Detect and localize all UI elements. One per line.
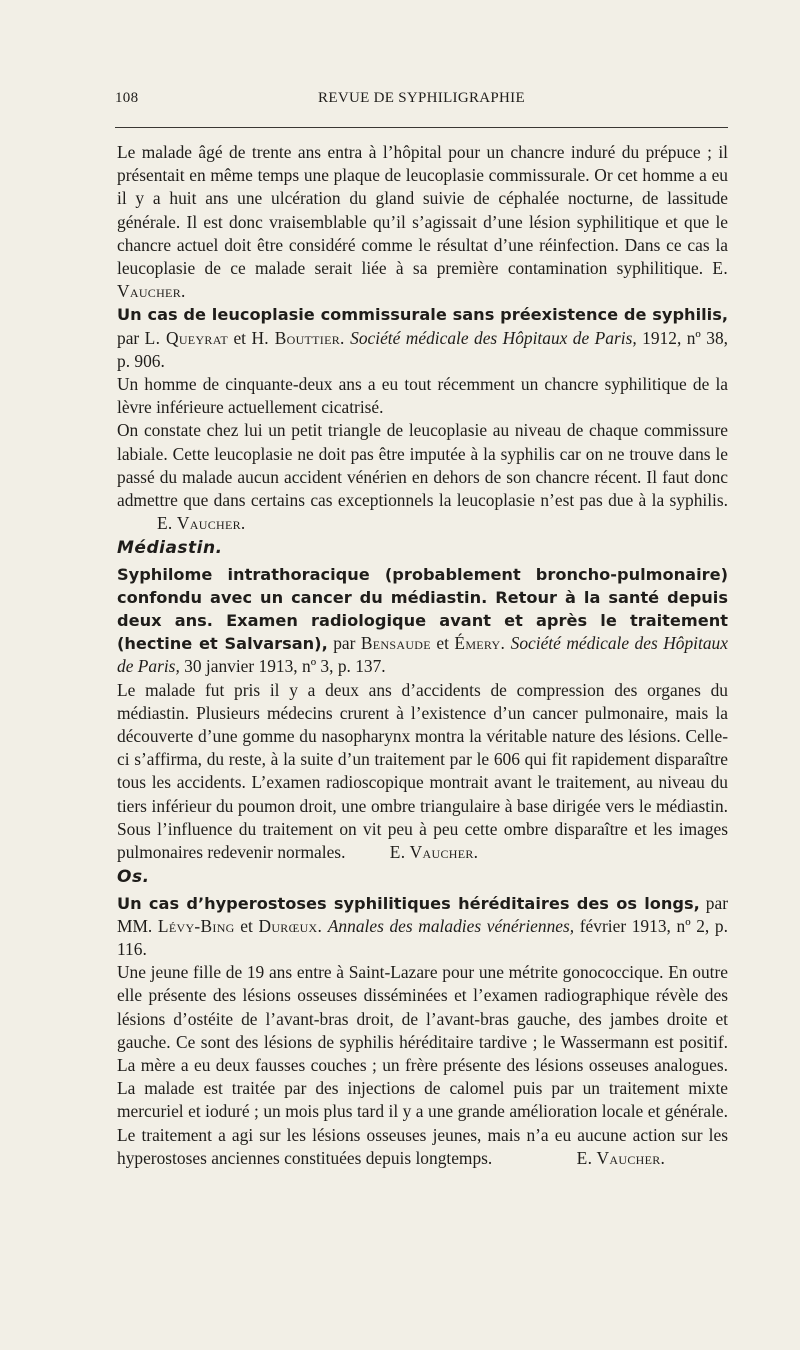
author: Émery.	[454, 633, 506, 654]
et-label: et	[436, 633, 449, 654]
entry-reference	[117, 303, 728, 373]
entry-hyperostoses	[117, 892, 728, 1170]
page-header	[115, 90, 728, 114]
citation-ref: 1912, nº 38, p. 906.	[117, 327, 728, 371]
author: Lévy-Bing	[157, 915, 235, 936]
signature: E. Vaucher.	[157, 513, 246, 534]
running-title: REVUE DE SYPHILIGRAPHIE	[318, 90, 525, 106]
paragraph	[117, 141, 728, 303]
entry-reference	[117, 563, 728, 679]
par-label: par	[117, 327, 140, 348]
entry-reference	[117, 892, 728, 962]
paragraph-text: Le malade fut pris il y a deux ans d’accidents de compression des organes du médiastin. Plusieurs médecins crurent à l’existence d’un cancer pulmonaire, mais la découverte d’une gomme du nasopharynx montra la véritable nature des lésions. Celle-ci s’affirma, du reste, à la suite d’un traitement par le 606 qui fit rapidement disparaître tous les accidents. L’examen radioscopique montrait avant le traitement, au niveau du tiers inférieur du poumon droit, une ombre triangulaire à base dirigée vers le médiastin. Sous l’influence du traitement on vit peu à peu cette ombre disparaître et les images pulmonaires redevenir normales.	[117, 679, 728, 863]
citation-ref: 30 janvier 1913, nº 3, p. 137.	[184, 656, 386, 677]
author: H. Bouttier.	[251, 327, 345, 348]
paragraph-text: On constate chez lui un petit triangle de leucoplasie au niveau de chaque commissure labiale. Cette leucoplasie ne doit pas être imputée à la syphilis car on ne trouve dans le passé du malade aucun accident vénérien en dehors de son chancre récent. Il faut donc admettre que dans certains cas exceptionnels la leucoplasie n’est pas due à la syphilis.	[117, 420, 728, 511]
citation-ref: février 1913, nº 2, p. 116.	[117, 915, 728, 959]
entry-syphilome	[117, 563, 728, 865]
et-label: et	[240, 915, 253, 936]
paragraph: Un homme de cinquante-deux ans a eu tout récemment un chancre syphilitique de la lèvre inférieure actuellement cicatrisé.	[117, 374, 728, 418]
entry-title: Un cas de leucoplasie commissurale sans préexistence de syphilis,	[117, 305, 728, 325]
page-number: 108	[115, 90, 139, 106]
section-heading-mediastin: Médiastin.	[117, 538, 223, 559]
signature: E. Vaucher.	[576, 1147, 666, 1168]
paragraph	[117, 679, 728, 865]
et-label: et	[233, 327, 246, 348]
source-journal: Société médicale des Hôpitaux de Paris,	[117, 633, 728, 677]
signature: E. Vaucher.	[389, 842, 479, 863]
paragraph	[117, 961, 728, 1170]
section-heading-os: Os.	[117, 867, 150, 888]
paragraph-text: Une jeune fille de 19 ans entre à Saint-Lazare pour une métrite gonococcique. En outre elle présente des lésions osseuses disséminées et l’examen radiographique révèle des lésions d’ostéite de l’avant-bras droit, de l’avant-bras gauche, des jambes droite et gauche. Ce sont des lésions de syphilis héréditaire tardive ; le Wassermann est positif. La mère a eu deux fausses couches ; un frère présente des lésions osseuses analogues. La malade est traitée par des injections de calomel puis par un traitement mixte mercuriel et ioduré ; un mois plus tard il y a une grande amélioration locale et générale. Le traitement a agi sur les lésions osseuses jeunes, mais n’a eu aucune action sur les hyperostoses anciennes constituées depuis longtemps.	[117, 962, 728, 1168]
signature: E. Vaucher.	[117, 258, 728, 302]
entry-title: Syphilome intrathoracique (probablement broncho-pulmonaire) confondu avec un cancer du médiastin. Retour à la santé depuis deux ans. Examen radiologique avant et après le traitement (hectine et Salvarsan),	[117, 564, 728, 654]
author: Bensaude	[360, 633, 431, 654]
source-journal: Annales des maladies vénériennes,	[327, 915, 575, 936]
author: L. Queyrat	[144, 327, 228, 348]
page-body	[117, 141, 728, 1170]
par-label: par	[333, 633, 356, 654]
entry-title: Un cas d’hyperostoses syphilitiques héréditaires des os longs,	[117, 893, 700, 913]
header-rule	[115, 127, 728, 128]
par-label: par MM.	[117, 892, 728, 936]
source-journal: Société médicale des Hôpitaux de Paris,	[350, 327, 637, 348]
paragraph	[117, 419, 728, 535]
author: Durœux.	[258, 915, 323, 936]
paragraph-text: Le malade âgé de trente ans entra à l’hôpital pour un chancre induré du prépuce ; il présentait en même temps une plaque de leucoplasie commissurale. Or cet homme a eu il y a huit ans une ulcération du gland suivie de céphalée nocturne, de lassitude générale. Il est donc vraisemblable qu’il s’agissait d’une lésion syphilitique et que le chancre actuel doit être considéré comme le résultat d’une réinfection. Dans ce cas la leucoplasie de ce malade serait liée à sa première contamination syphilitique.	[117, 142, 728, 279]
entry-leucoplasie	[117, 303, 728, 535]
